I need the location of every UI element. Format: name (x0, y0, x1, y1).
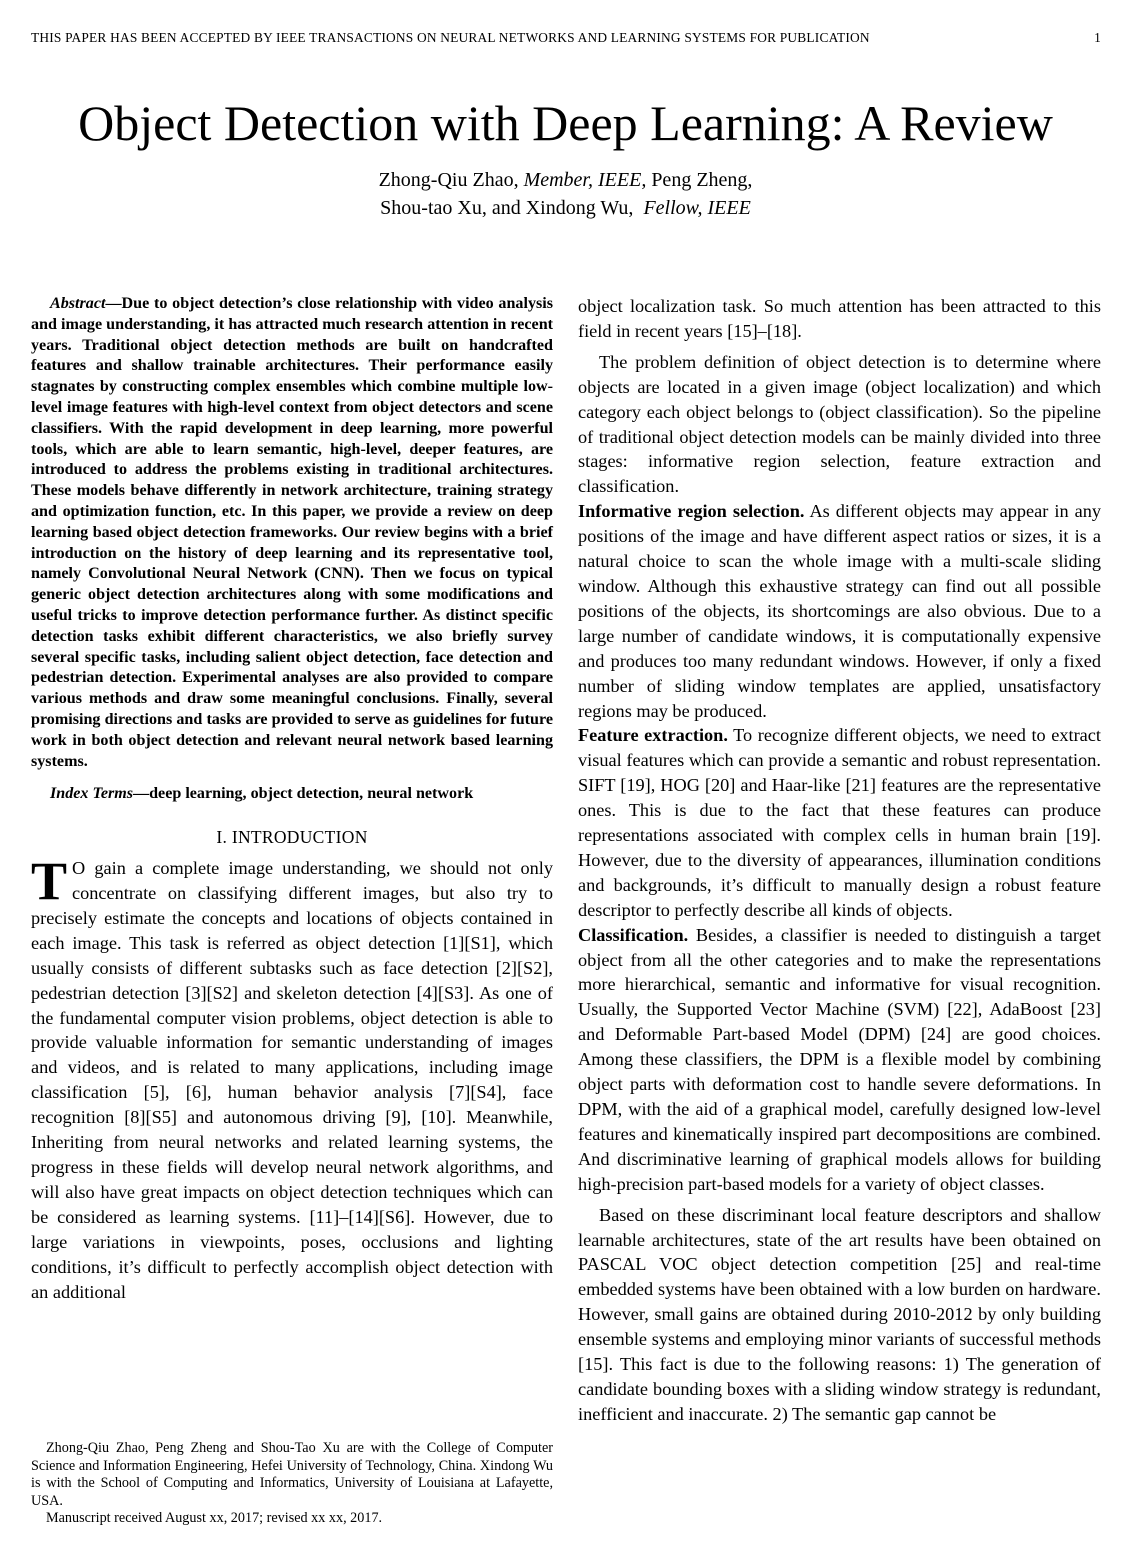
author-name: Peng Zheng, (651, 169, 753, 191)
intro-paragraph-1-continued: object localization task. So much attention has been attracted to this field in recent years [15]–[18]. (578, 296, 1101, 341)
author-block (0, 166, 1131, 222)
author-affiliation-role: Member, IEEE, (523, 169, 647, 191)
author-name: Zhong-Qiu Zhao, (378, 169, 519, 191)
region-selection-paragraph (578, 499, 1101, 723)
classification-text: Besides, a classifier is needed to distinguish a target object from all the other categories and to make the representations more hierarchical, semantic and informative for visual recognition. Usually, the Supported Vector Machine (SVM) [22], AdaBoost [23] and Deformable Part-based Model (DPM) [24] are good choices. Among these classifiers, the DPM is a flexible model by combining object parts with deformation cost to handle severe deformations. In DPM, with the aid of a graphical model, carefully designed low-level features and kinematically inspired part decompositions are combined. And discriminative learning of graphical models allows for building high-precision part-based models for a variety of object classes. (578, 924, 1101, 1194)
paper-title: Object Detection with Deep Learning: A Review (78, 95, 1053, 151)
index-terms-text: —deep learning, object detection, neural network (133, 785, 474, 803)
intro-paragraph-2: The problem definition of object detection is to determine where objects are located in a given image (object localization) and which category each object belongs to (object classification). So the pipeline of traditional object detection models can be mainly divided into three stages: informative region selection, feature extraction and classification. (578, 351, 1101, 497)
left-column (31, 294, 553, 1304)
index-terms-label: Index Terms (50, 785, 134, 803)
running-header-text: THIS PAPER HAS BEEN ACCEPTED BY IEEE TRANSACTIONS ON NEURAL NETWORKS AND LEARNING SYSTEMS FOR PUBLICATION (31, 30, 870, 45)
abstract-text: —Due to object detection’s close relationship with video analysis and image understanding, it has attracted much research attention in recent years. Traditional object detection methods are built on handcrafted features and shallow trainable architectures. Their performance easily stagnates by constructing complex ensembles which combine multiple low-level image features with high-level context from object detectors and scene classifiers. With the rapid development in deep learning, more powerful tools, which are able to learn semantic, high-level, deeper features, are introduced to address the problems existing in traditional architectures. These models behave differently in network architecture, training strategy and optimization function, etc. In this paper, we provide a review on deep learning based object detection frameworks. Our review begins with a brief introduction on the history of deep learning and its representative tool, namely Convolutional Neural Network (CNN). Then we focus on typical generic object detection architectures along with some modifications and useful tricks to improve detection performance further. As distinct specific detection tasks exhibit different characteristics, we also briefly survey several specific tasks, including salient object detection, face detection and pedestrian detection. Experimental analyses are also provided to compare various methods and draw some meaningful conclusions. Finally, several promising directions and tasks are provided to serve as guidelines for future work in both object detection and relevant neural network based learning systems. (31, 295, 553, 770)
footnote (31, 1440, 553, 1528)
page-number: 1 (1094, 30, 1101, 45)
classification-label: Classification. (578, 924, 689, 945)
author-line-2 (0, 194, 1131, 222)
intro-paragraph-1 (31, 851, 553, 1304)
intro-paragraph-1-text: O gain a complete image understanding, we should not only concentrate on classifying different images, but also try to precisely estimate the concepts and locations of objects contained in each image. This task is referred as object detection [1][S1], which usually consists of different subtasks such as face detection [2][S2], pedestrian detection [3][S2] and skeleton detection [4][S3]. As one of the fundamental computer vision problems, object detection is able to provide valuable information for semantic understanding of images and videos, and is related to many applications, including image classification [5], [6], human behavior analysis [7][S4], face recognition [8][S5] and autonomous driving [9], [10]. Meanwhile, Inheriting from neural networks and related learning systems, the progress in these fields will develop neural network algorithms, and will also have great impacts on object detection techniques which can be considered as learning systems. [11]–[14][S6]. However, due to large variations in viewpoints, poses, occlusions and lighting conditions, it’s difficult to perfectly accomplish object detection with an additional (31, 858, 553, 1302)
section-heading: I. INTRODUCTION (216, 827, 368, 848)
author-affiliation-role: Fellow, IEEE (643, 197, 751, 219)
classification-paragraph (578, 923, 1101, 1197)
feature-extraction-label: Feature extraction. (578, 725, 728, 746)
running-header (31, 30, 1101, 46)
region-selection-text: As different objects may appear in any positions of the image and have different aspect ratios or sizes, it is a natural choice to scan the whole image with a multi-scale sliding window. Although this exhaustive strategy can find out all possible positions of the objects, its shortcomings are also obvious. Due to a large number of candidate windows, it is computationally expensive and produces too many redundant windows. However, if only a fixed number of sliding window templates are applied, unsatisfactory regions may be produced. (578, 501, 1102, 721)
intro-paragraph-6: Based on these discriminant local feature descriptors and shallow learnable architectures, state of the art results have been obtained on PASCAL VOC object detection competition [25] and real-time embedded systems have been obtained with a low burden on hardware. However, small gains are obtained during 2010-2012 by only building ensemble systems and employing minor variants of successful methods [15]. This fact is due to the following reasons: 1) The generation of candidate bounding boxes with a sliding window strategy is redundant, inefficient and inaccurate. 2) The semantic gap cannot be (578, 1204, 1101, 1424)
feature-extraction-paragraph (578, 723, 1101, 922)
author-line-1 (0, 166, 1131, 194)
author-names: Shou-tao Xu, and Xindong Wu, (380, 197, 634, 219)
footnote-affiliations: Zhong-Qiu Zhao, Peng Zheng and Shou-Tao Xu are with the College of Computer Science and Information Engineering, Hefei University of Technology, China. Xindong Wu is with the School of Computing and Informatics, University of Louisiana at Lafayette, USA. (31, 1440, 553, 1509)
abstract (31, 294, 553, 772)
right-column (578, 294, 1101, 1427)
abstract-label: Abstract (50, 295, 106, 312)
index-terms (31, 784, 553, 805)
drop-cap: T (31, 851, 68, 912)
footnote-manuscript: Manuscript received August xx, 2017; revised xx xx, 2017. (46, 1510, 383, 1526)
region-selection-label: Informative region selection. (578, 501, 805, 522)
feature-extraction-text: To recognize different objects, we need to extract visual features which can provide a semantic and robust representation. SIFT [19], HOG [20] and Haar-like [21] features are the representative ones. This is due to the fact that these features can produce representations associated with complex cells in human brain [19]. However, due to the diversity of appearances, illumination conditions and backgrounds, it’s difficult to manually design a robust feature descriptor to perfectly describe all kinds of objects. (578, 725, 1101, 920)
